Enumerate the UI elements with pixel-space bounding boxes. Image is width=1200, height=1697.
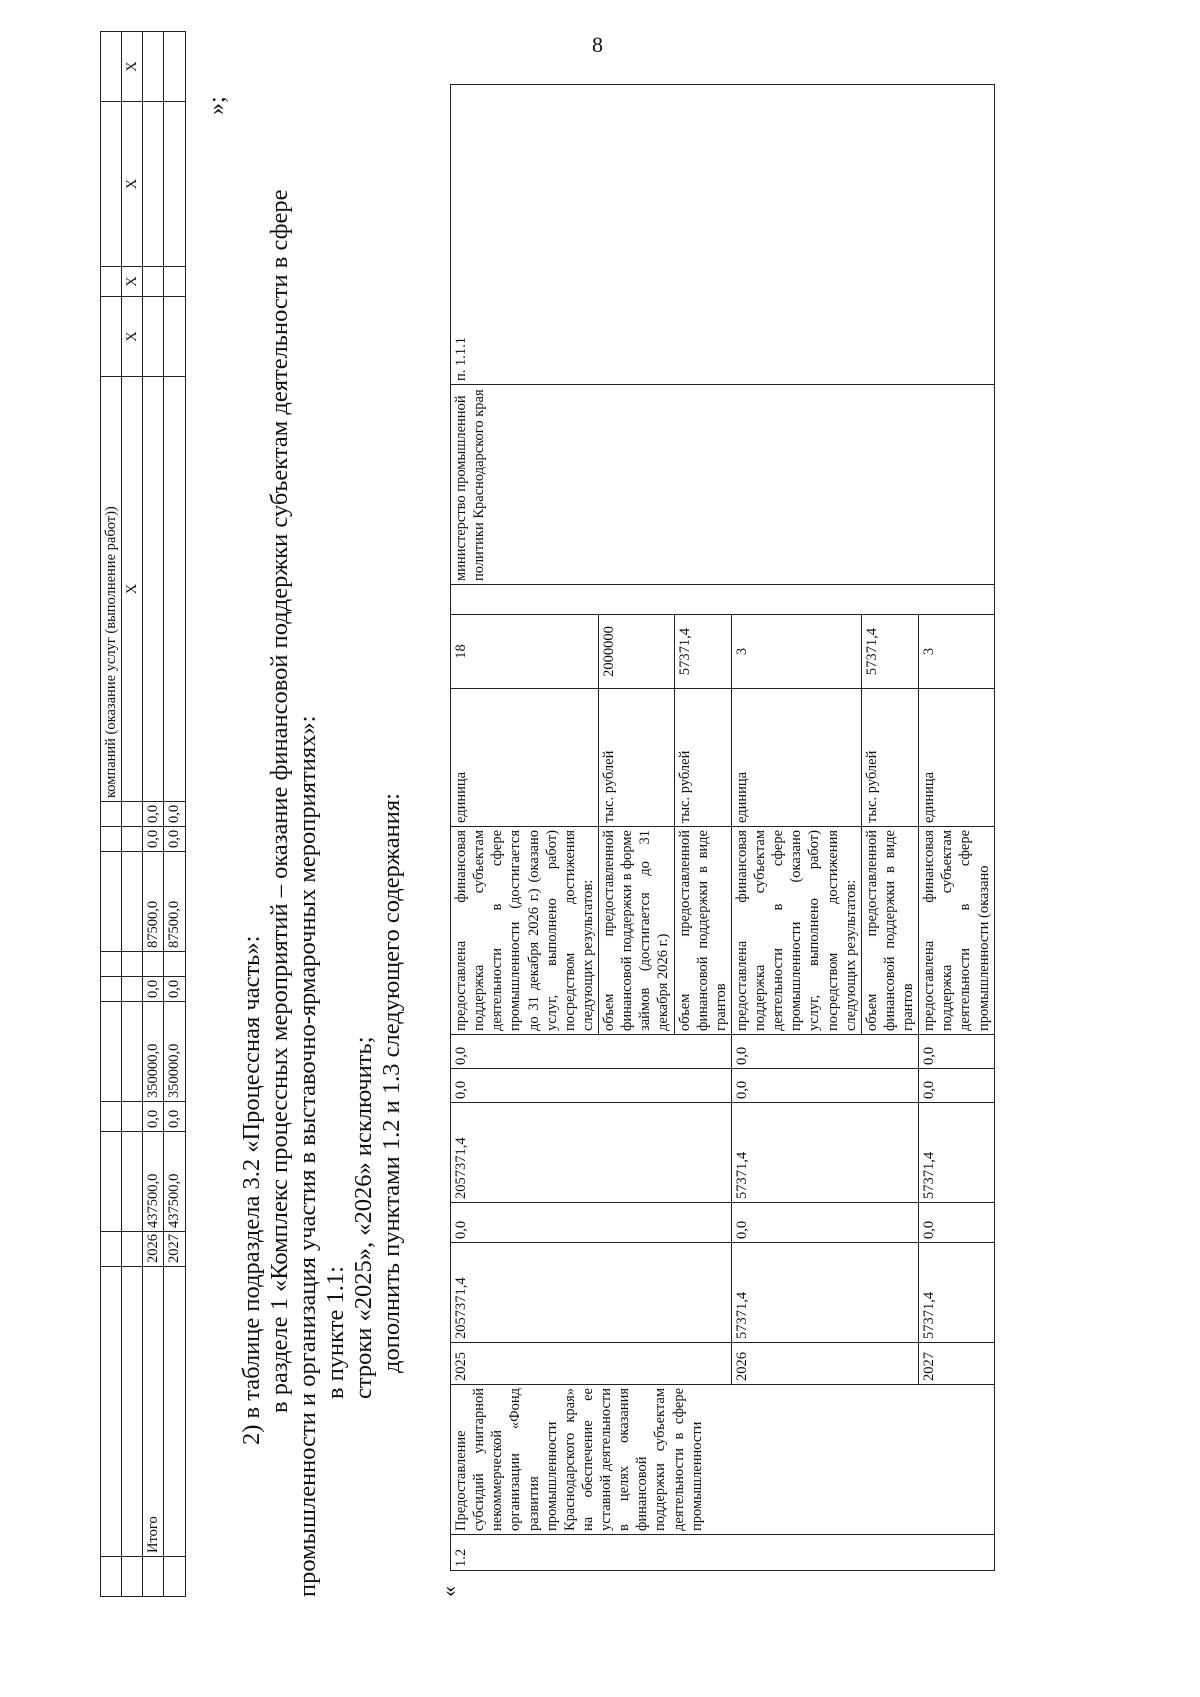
text-line: дополнить пунктами 1.2 и 1.3 следующего содержания: bbox=[378, 793, 405, 1373]
value-cell: 0,0 bbox=[731, 1069, 918, 1103]
open-quote: « bbox=[436, 1586, 461, 1597]
value-cell: 350000,0 bbox=[164, 1002, 185, 1102]
top-table-row-2026 bbox=[143, 32, 164, 1597]
value-cell: 57371,4 bbox=[919, 1103, 995, 1203]
result-text: предоставлена финансовая поддержка субъектам деятельности в сфере промышленности (оказано услуг, выполнено работ) посредством достижения следующих результатов: bbox=[731, 827, 861, 1035]
value-cell: 0,0 bbox=[919, 1035, 995, 1069]
value-cell: 0,0 bbox=[451, 1069, 732, 1103]
unit-cell: тыс. рублей bbox=[599, 689, 675, 827]
value-cell: 57371,4 bbox=[919, 1243, 995, 1343]
value-cell: 87500,0 bbox=[164, 852, 185, 952]
value-cell: 0,0 bbox=[731, 1203, 918, 1243]
result-value: 18 bbox=[451, 615, 599, 689]
value-cell: 0,0 bbox=[143, 977, 164, 1002]
value-cell: 0,0 bbox=[164, 827, 185, 852]
result-value: 57371,4 bbox=[861, 615, 918, 689]
value-cell: 57371,4 bbox=[731, 1243, 918, 1343]
year-cell: 2025 bbox=[451, 1343, 732, 1385]
result-value: 3 bbox=[731, 615, 861, 689]
year-cell: 2027 bbox=[164, 1232, 185, 1267]
text-line: 2) в таблице подраздела 3.2 «Процессная часть»: bbox=[238, 935, 265, 1445]
result-value: 2000000 bbox=[599, 615, 675, 689]
top-table-fragment bbox=[100, 31, 186, 1597]
value-cell: 0,0 bbox=[731, 1035, 918, 1069]
page-number: 8 bbox=[592, 32, 603, 57]
value-cell: 0,0 bbox=[919, 1069, 995, 1103]
result-text: предоставлена финансовая поддержка субъектам деятельности в сфере промышленности (достигается до 31 декабря 2026 г.) (оказано услуг, выполнено работ) посредством достижения следующих результатов: bbox=[451, 827, 599, 1035]
x-cell: X bbox=[122, 377, 143, 802]
value-cell: 57371,4 bbox=[731, 1103, 918, 1203]
value-cell: 0,0 bbox=[451, 1203, 732, 1243]
top-table-header-row bbox=[101, 32, 122, 1597]
value-cell: 0,0 bbox=[143, 1102, 164, 1132]
total-label: Итого bbox=[143, 1267, 164, 1557]
value-cell: 437500,0 bbox=[164, 1132, 185, 1232]
result-text: предоставлена финансовая поддержка субъектам деятельности в сфере промышленности (оказано bbox=[919, 827, 995, 1035]
value-cell: 0,0 bbox=[164, 1102, 185, 1132]
text-line: промышленности и организация участия в выставочно-ярмарочных мероприятиях»: bbox=[294, 715, 321, 1597]
value-cell: 437500,0 bbox=[143, 1132, 164, 1232]
result-text: объем предоставленной финансовой поддержки в виде грантов bbox=[861, 827, 918, 1035]
top-table-x-row bbox=[122, 32, 143, 1597]
unit-cell: единица bbox=[451, 689, 599, 827]
main-table bbox=[450, 84, 995, 1571]
measure-name: Предоставление субсидий унитарной некоммерческой организации «Фонд развития промышленности Краснодарского края» на обеспечение ее уставной деятельности в целях оказания финансовой поддержки субъектам деятельности в сфере промышленности bbox=[451, 1385, 995, 1535]
x-cell: X bbox=[122, 102, 143, 267]
unit-cell: тыс. рублей bbox=[674, 689, 731, 827]
year-cell: 2027 bbox=[919, 1343, 995, 1385]
table-row bbox=[451, 85, 599, 1571]
result-value: 3 bbox=[919, 615, 995, 689]
value-cell: 0,0 bbox=[164, 977, 185, 1002]
row-number: 1.2 bbox=[451, 1535, 995, 1571]
unit-cell: тыс. рублей bbox=[861, 689, 918, 827]
amendment-text bbox=[238, 77, 406, 1597]
header-cell-services: компаний (оказание услуг (выполнение работ)) bbox=[101, 377, 122, 802]
value-cell: 2057371,4 bbox=[451, 1243, 732, 1343]
unit-cell: единица bbox=[919, 689, 995, 827]
value-cell: 87500,0 bbox=[143, 852, 164, 952]
x-cell: X bbox=[122, 297, 143, 377]
value-cell: 0,0 bbox=[143, 802, 164, 827]
value-cell: 350000,0 bbox=[143, 1002, 164, 1102]
value-cell: 0,0 bbox=[164, 802, 185, 827]
rotated-page-content bbox=[100, 61, 1080, 1597]
text-line: в пункте 1.1: bbox=[322, 1266, 349, 1399]
responsible-ministry: министерство промышленной политики Краснодарского края bbox=[451, 385, 995, 585]
value-cell: 0,0 bbox=[143, 827, 164, 852]
top-table-row-2027 bbox=[164, 32, 185, 1597]
value-cell: 0,0 bbox=[919, 1203, 995, 1243]
result-value: 57371,4 bbox=[674, 615, 731, 689]
value-cell: 2057371,4 bbox=[451, 1103, 732, 1203]
reference-cell: п. 1.1.1 bbox=[451, 85, 995, 385]
text-line: в разделе 1 «Комплекс процессных мероприятий – оказание финансовой поддержки субъектам деятельности в сфере bbox=[266, 189, 293, 1413]
closing-quote: »; bbox=[204, 96, 230, 115]
x-cell: X bbox=[122, 32, 143, 102]
value-cell: 0,0 bbox=[451, 1035, 732, 1069]
year-cell: 2026 bbox=[143, 1232, 164, 1267]
total-label bbox=[164, 1267, 185, 1557]
text-line: строки «2025», «2026» исключить; bbox=[350, 1036, 377, 1399]
x-cell: X bbox=[122, 267, 143, 297]
result-text: объем предоставленной финансовой поддержки в виде грантов bbox=[674, 827, 731, 1035]
result-text: объем предоставленной финансовой поддержки в форме займов (достигается до 31 декабря 2026 г.) bbox=[599, 827, 675, 1035]
year-cell: 2026 bbox=[731, 1343, 918, 1385]
unit-cell: единица bbox=[731, 689, 861, 827]
